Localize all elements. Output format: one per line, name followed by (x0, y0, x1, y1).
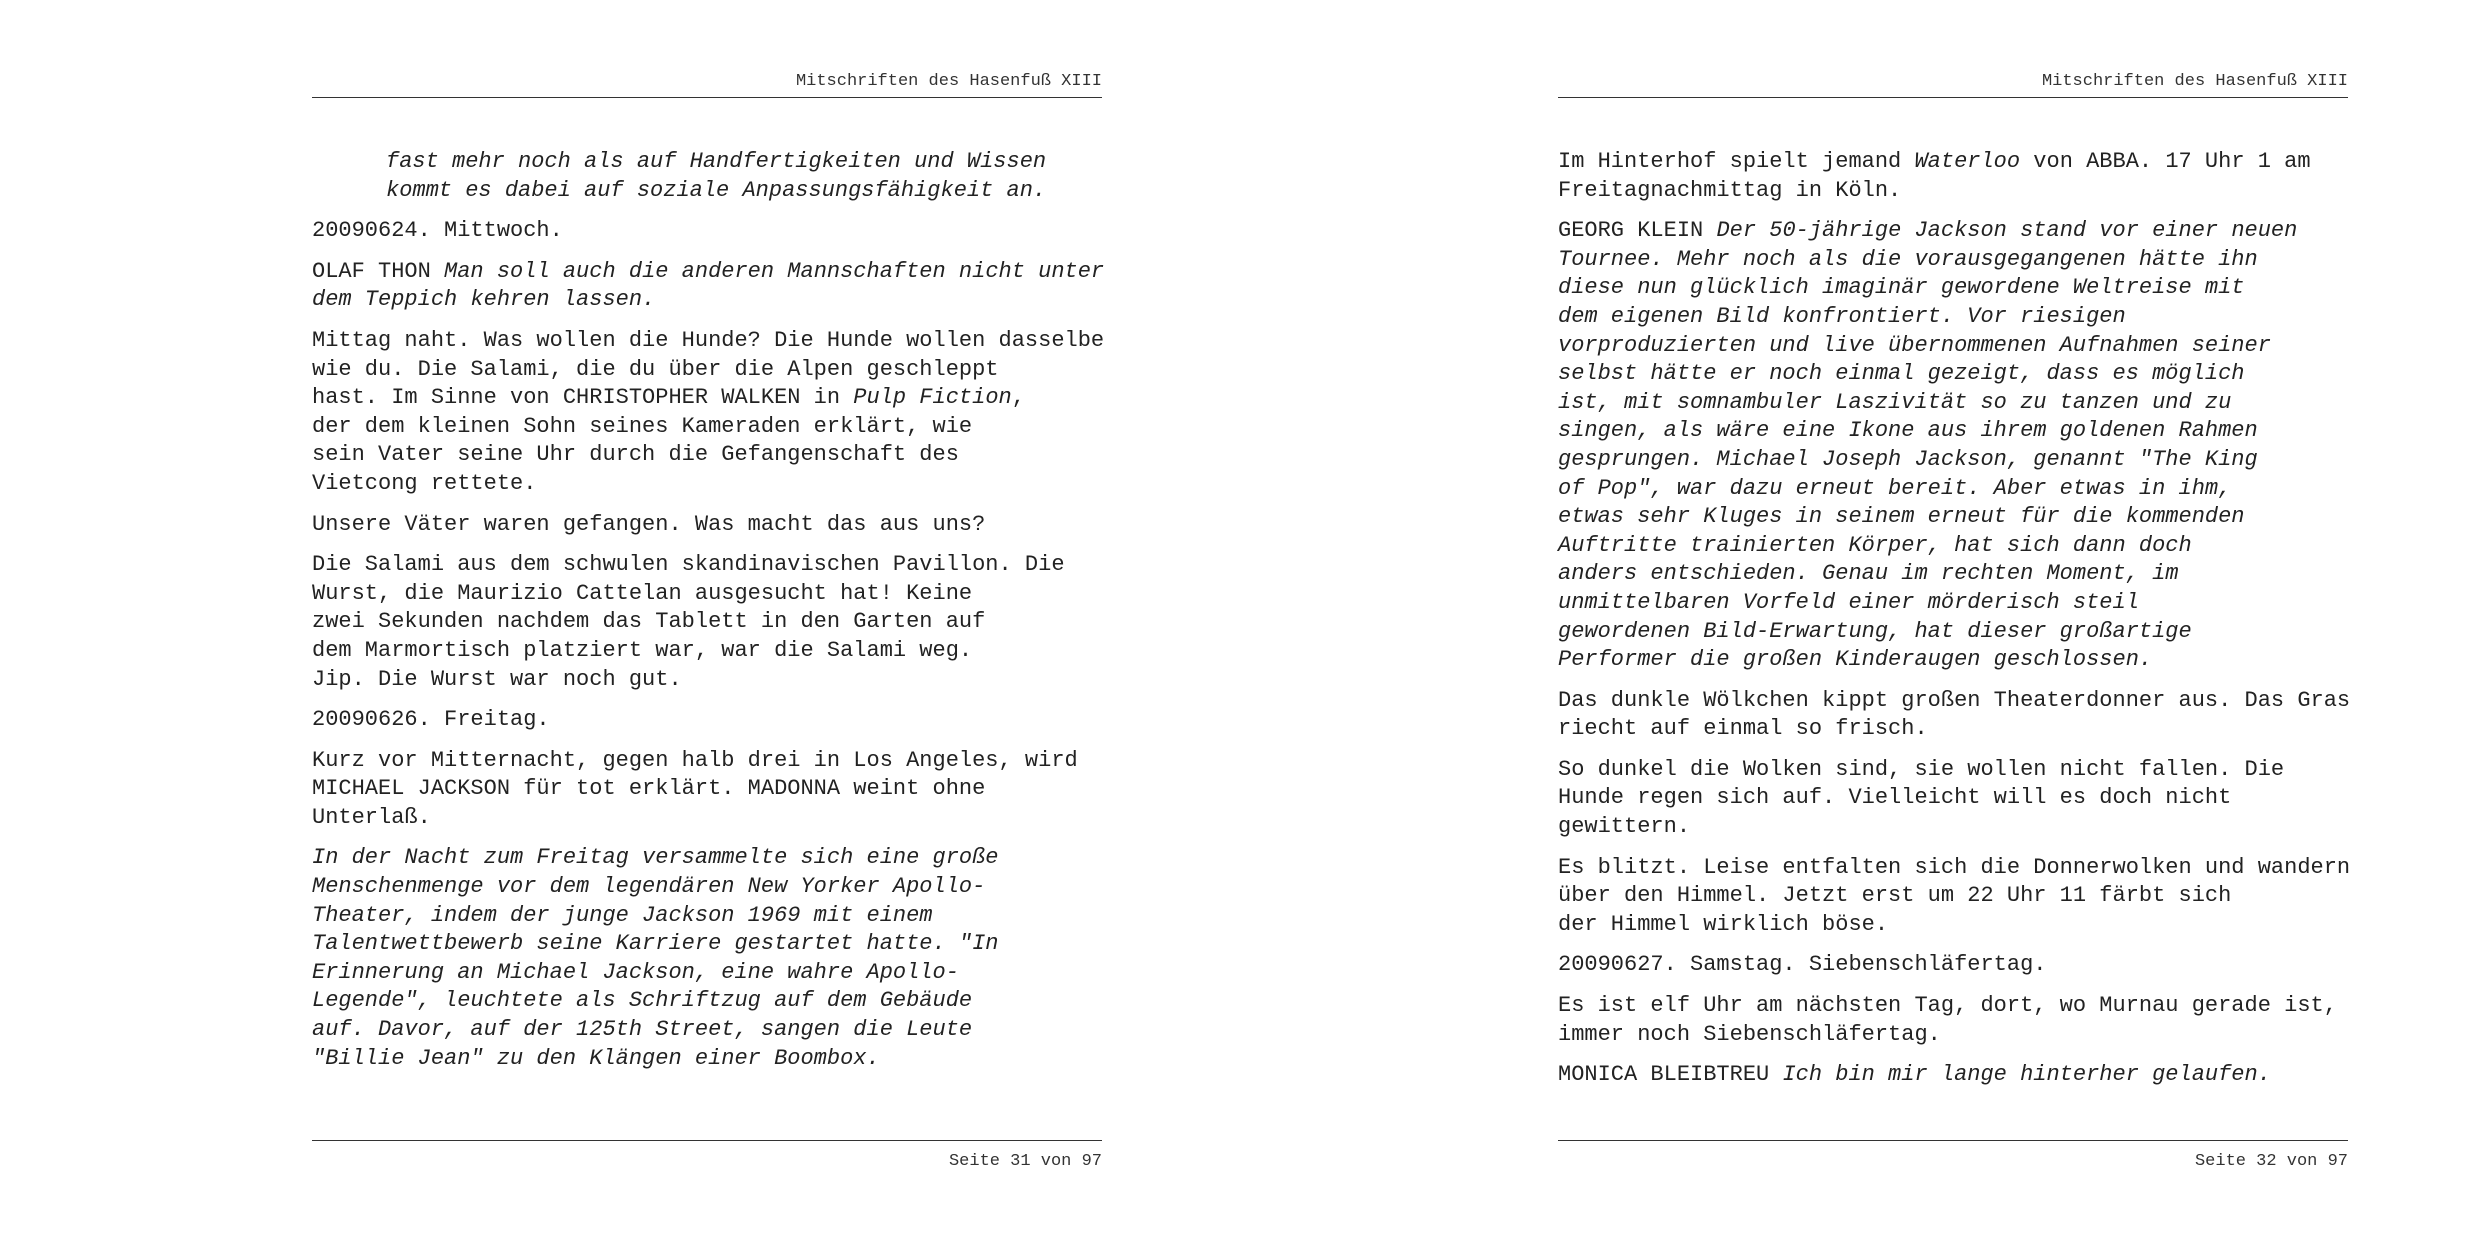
right-page (1558, 0, 2351, 1240)
footer-rule (312, 1140, 1102, 1141)
quote-paragraph: MONICA BLEIBTREU Ich bin mir lange hinterher gelaufen. (1558, 1062, 2271, 1088)
speaker-name: OLAF THON (312, 258, 431, 284)
page-body (1558, 148, 2351, 1102)
quoted-paragraph: In der Nacht zum Freitag versammelte sich eine große Menschenmenge vor dem legendären New Yorker Apollo- Theater, indem der junge Jackson 1969 mit einem Talentwettbewerb seine Karriere gestartet hatte. "In Erinnerung an Michael Jackson, eine wahre Apollo- Legende", leuchtete als Schriftzug auf dem Gebäude auf. Davor, auf der 125th Street, sangen die Leute "Billie Jean" zu den Klängen einer Boombox. (312, 845, 999, 1071)
paragraph: Mittag naht. Was wollen die Hunde? Die Hunde wollen dasselbe wie du. Die Salami, die du über die Alpen geschleppt hast. Im Sinne von CHRISTOPHER WALKEN in Pulp Fiction, der dem kleinen Sohn seines Kameraden erklärt, wie sein Vater seine Uhr durch die Gefangenschaft des Vietcong rettete. (312, 327, 1105, 496)
running-header: Mitschriften des Hasenfuß XIII (795, 72, 1102, 91)
quote-paragraph: GEORG KLEIN Der 50-jährige Jackson stand vor einer neuen Tournee. Mehr noch als die vorausgegangenen hätte ihn diese nun glücklich imaginär gewordene Weltreise mit dem eigenen Bild konfrontiert. Vor riesigen vorproduzierten und live übernommenen Aufnahmen seiner selbst hätte er noch einmal gezeigt, dass es möglich ist, mit somnambuler Laszivität so zu tanzen und zu singen, als wäre eine Ikone aus ihrem goldenen Rahmen gesprungen. Michael Joseph Jackson, genannt "The King of Pop", war dazu erneut bereit. Aber etwas in ihm, etwas sehr Kluges in seinem erneut für die kommenden Auftritte trainierten Körper, hat sich dann doch anders entschieden. Genau im rechten Moment, im unmittelbaren Vorfeld einer mörderisch steil gewordenen Bild-Erwartung, hat dieser großartige Performer die großen Kinderaugen geschlossen. (1558, 218, 2298, 673)
header-rule (1558, 97, 2348, 98)
header-rule (312, 97, 1102, 98)
footer-rule (1558, 1140, 2348, 1141)
paragraph: Die Salami aus dem schwulen skandinavischen Pavillon. Die Wurst, die Maurizio Cattelan ausgesucht hat! Keine zwei Sekunden nachdem das Tablett in den Garten auf dem Marmortisch platziert war, war die Salami weg. Jip. Die Wurst war noch gut. (312, 552, 1065, 692)
left-page (312, 0, 1105, 1240)
paragraph: Es blitzt. Leise entfalten sich die Donnerwolken und wandern über den Himmel. Jetzt erst um 22 Uhr 11 färbt sich der Himmel wirklich böse. (1558, 854, 2351, 937)
page-number: Seite 31 von 97 (948, 1152, 1102, 1171)
paragraph: Das dunkle Wölkchen kippt großen Theaterdonner aus. Das Gras riecht auf einmal so frisch. (1558, 687, 2351, 742)
paragraph: Im Hinterhof spielt jemand Waterloo von ABBA. 17 Uhr 1 am Freitagnachmittag in Köln. (1558, 149, 2311, 203)
date-entry: 20090624. Mittwoch. (312, 218, 563, 244)
paragraph: Es ist elf Uhr am nächsten Tag, dort, wo Murnau gerade ist, immer noch Siebenschläfertag. (1558, 993, 2337, 1047)
page-body (312, 148, 1105, 1085)
page-number: Seite 32 von 97 (2194, 1152, 2348, 1171)
speaker-name: MONICA BLEIBTREU (1558, 1062, 1770, 1088)
paragraph: So dunkel die Wolken sind, sie wollen nicht fallen. Die Hunde regen sich auf. Vielleicht will es doch nicht gewittern. (1558, 756, 2285, 840)
running-header: Mitschriften des Hasenfuß XIII (2041, 72, 2348, 91)
work-title: Pulp Fiction (853, 385, 1012, 411)
date-entry: 20090627. Samstag. Siebenschläfertag. (1558, 952, 2047, 978)
paragraph: Kurz vor Mitternacht, gegen halb drei in Los Angeles, wird MICHAEL JACKSON für tot erklärt. MADONNA weint ohne Unterlaß. (312, 747, 1078, 830)
speaker-name: GEORG KLEIN (1558, 218, 1704, 244)
song-title: Waterloo (1914, 149, 2021, 174)
quote-paragraph: OLAF THON Man soll auch die anderen Mannschaften nicht unter dem Teppich kehren lassen. (312, 258, 1105, 313)
paragraph: fast mehr noch als auf Handfertigkeiten und Wissen kommt es dabei auf soziale Anpassungsfähigkeit an. (386, 149, 1047, 203)
paragraph: Unsere Väter waren gefangen. Was macht das aus uns? (312, 511, 986, 537)
date-entry: 20090626. Freitag. (312, 707, 550, 733)
